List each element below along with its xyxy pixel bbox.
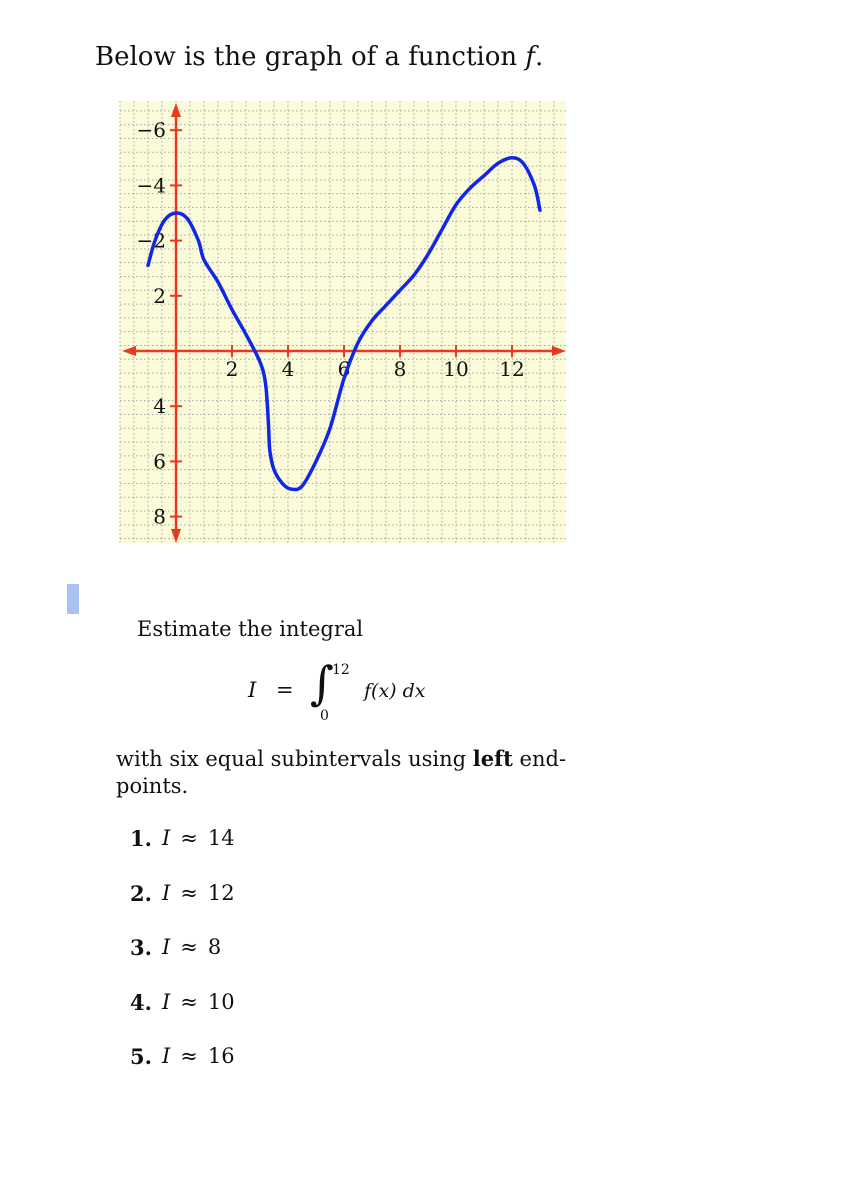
integral-lhs: I <box>248 678 257 702</box>
choice-variable: I <box>162 826 171 850</box>
intro-function-name: f <box>525 42 536 72</box>
x-tick-label: 12 <box>499 357 525 381</box>
integral-sign-icon: ∫ <box>310 656 334 710</box>
intro-text: Below is the graph of a function <box>95 42 518 72</box>
y-tick-label: −4 <box>136 173 166 198</box>
choice-number: 3. <box>130 935 152 960</box>
y-tick-label: 2 <box>153 283 166 308</box>
choice-variable: I <box>162 935 171 959</box>
integral-equals: = <box>276 678 294 702</box>
y-tick-label: 6 <box>153 449 166 474</box>
cursor-marker <box>67 584 79 614</box>
y-tick-label: −6 <box>136 118 166 143</box>
x-tick-label: 6 <box>337 357 351 381</box>
answer-choice[interactable] <box>130 935 235 990</box>
answer-choices <box>130 826 235 1099</box>
choice-value: 16 <box>207 1044 235 1068</box>
plot-background <box>120 101 566 543</box>
y-tick-label: 4 <box>153 394 166 419</box>
x-tick-label: 4 <box>281 357 295 381</box>
choice-variable: I <box>162 1044 171 1068</box>
choice-approx: ≈ <box>180 1044 198 1068</box>
choice-number: 4. <box>130 989 152 1015</box>
y-tick-label: 8 <box>153 504 166 529</box>
answer-choice[interactable] <box>130 881 235 936</box>
y-tick-label: −2 <box>136 228 166 253</box>
choice-value: 14 <box>207 826 235 850</box>
answer-choice[interactable] <box>130 826 235 881</box>
integral-formula <box>248 656 508 734</box>
choice-number: 2. <box>130 880 152 906</box>
desc-after: end-points. <box>116 747 567 798</box>
integral-lower-bound: 0 <box>320 708 329 724</box>
choice-variable: I <box>162 880 171 905</box>
answer-choice[interactable] <box>130 990 235 1045</box>
x-tick-label: 8 <box>393 357 407 381</box>
x-tick-label: 2 <box>225 357 239 381</box>
desc-before: with six equal subintervals using <box>116 747 467 771</box>
problem-description <box>116 745 586 800</box>
x-tick-label: 10 <box>443 357 469 381</box>
choice-approx: ≈ <box>180 935 198 959</box>
choice-approx: ≈ <box>180 880 198 905</box>
integrand: f(x) dx <box>364 680 426 702</box>
desc-bold: left <box>472 746 513 771</box>
choice-number: 1. <box>130 826 152 851</box>
choice-number: 5. <box>130 1044 152 1069</box>
integral-upper-bound: 12 <box>332 662 350 678</box>
choice-approx: ≈ <box>180 826 198 850</box>
choice-approx: ≈ <box>180 989 198 1014</box>
choice-value: 10 <box>207 989 235 1014</box>
choice-value: 8 <box>207 935 222 959</box>
answer-choice[interactable] <box>130 1044 235 1099</box>
intro-period: . <box>535 42 544 72</box>
choice-value: 12 <box>207 880 235 905</box>
choice-variable: I <box>162 989 171 1014</box>
estimate-instruction: Estimate the integral <box>137 617 364 641</box>
